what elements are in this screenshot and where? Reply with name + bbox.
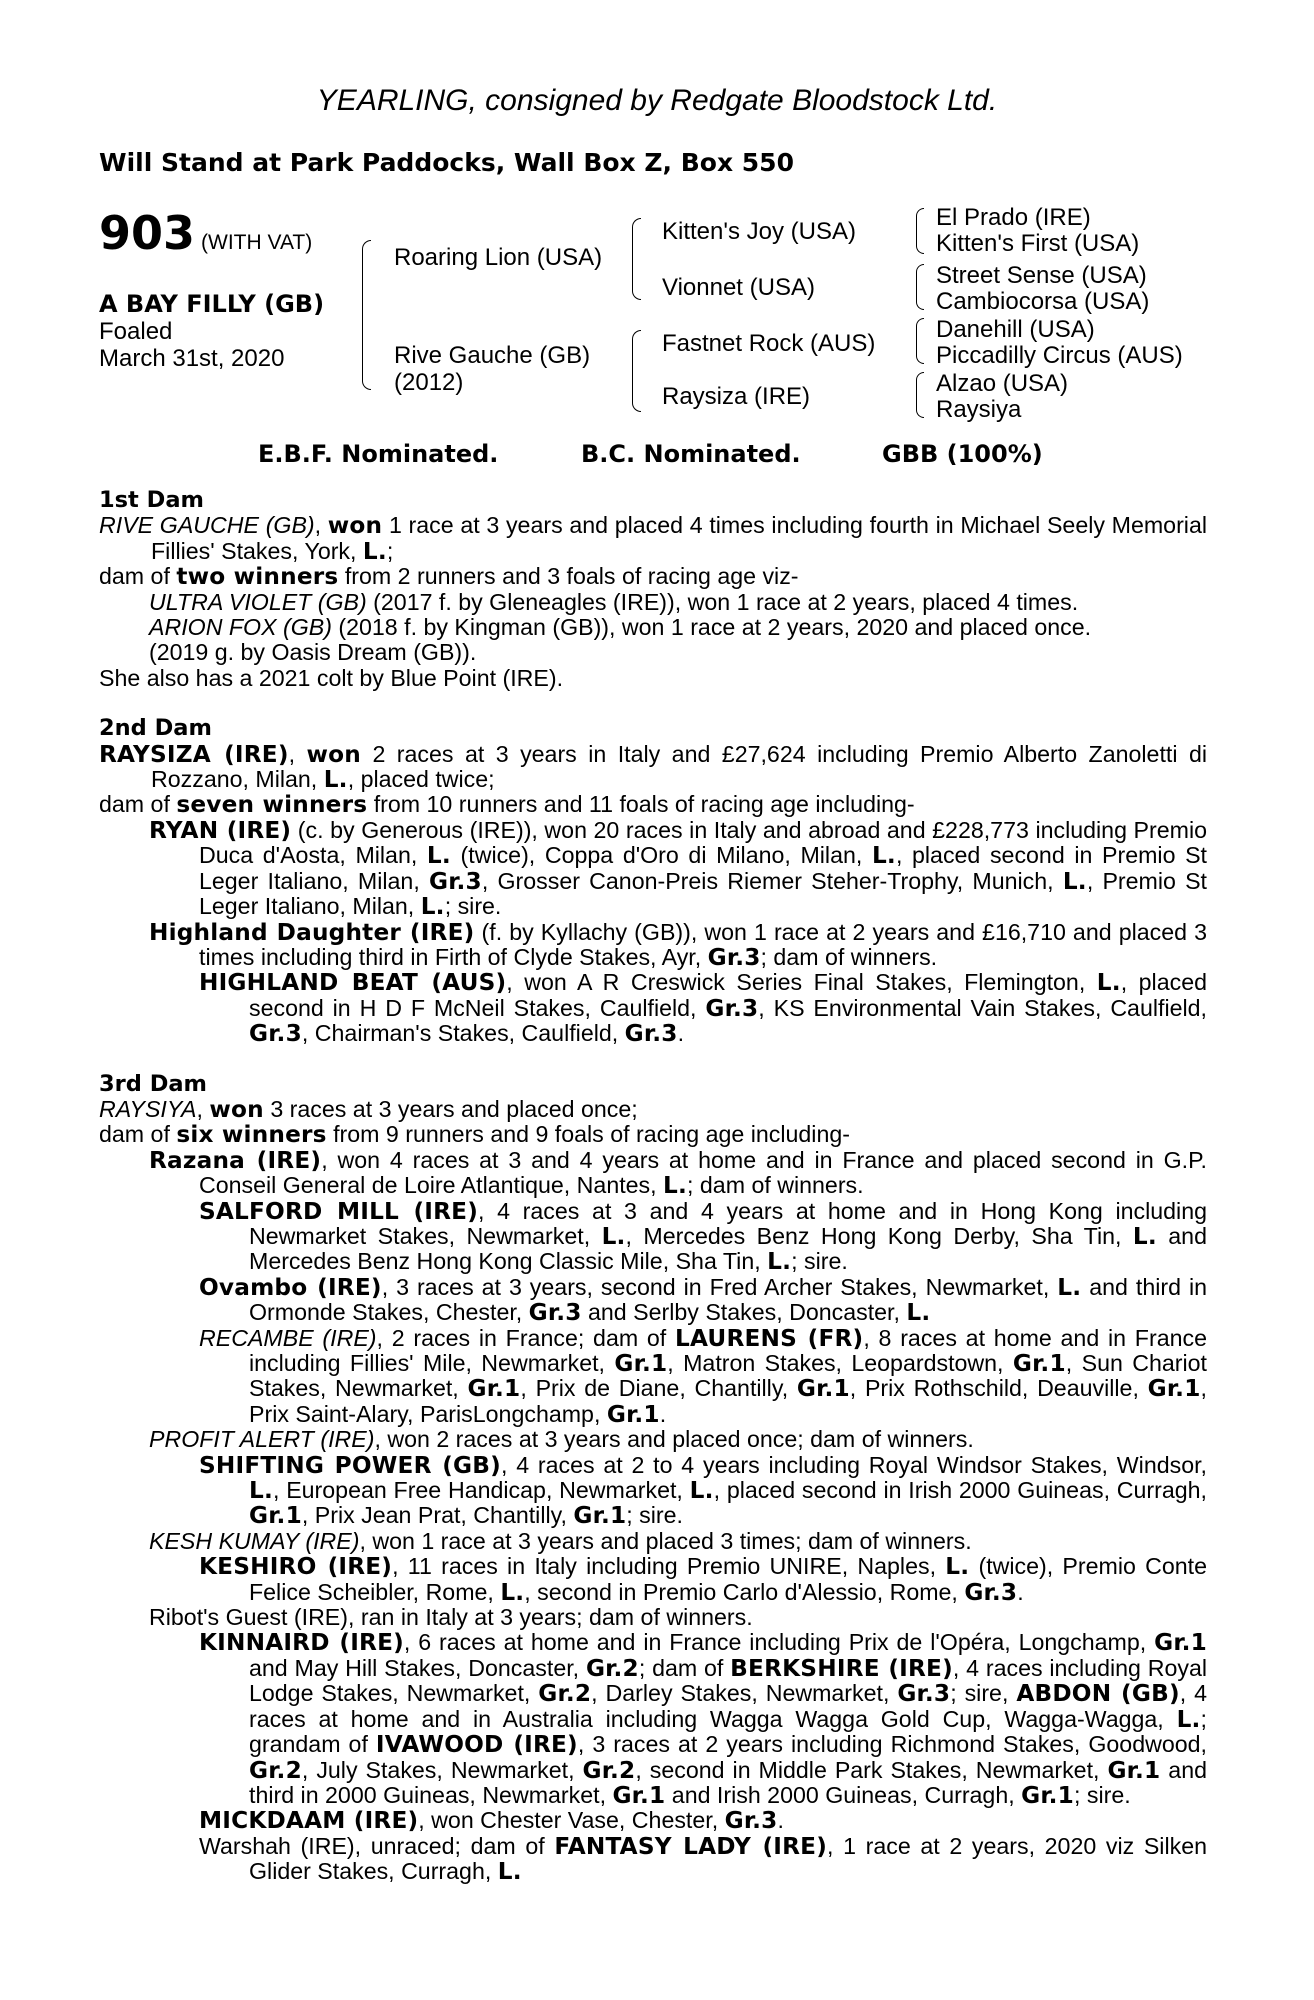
third-dam-produce-summary: dam of six winners from 9 runners and 9 foals of racing age including- <box>99 1121 850 1149</box>
lot-number: 903 <box>99 206 196 260</box>
gbb-rating: GBB (100%) <box>882 440 1043 468</box>
grandprogeny-entry: RECAMBE (IRE), 2 races in France; dam of LAURENS (FR), 8 races at home and in France including Fillies' Mile, Newmarket, Gr.1, Matron Stakes, Leopardstown, Gr.1, Sun Chariot Stakes, Newmarket, Gr.1, Prix de Diane, Chantilly, Gr.1, Prix Rothschild, Deauville, Gr.1, Prix Saint-Alary, ParisLongchamp, Gr.1. <box>199 1324 1207 1428</box>
pedigree-ss-sire: El Prado (IRE) <box>936 204 1091 231</box>
produce-name: Highland Daughter (IRE) <box>149 918 475 946</box>
winners-count: seven winners <box>176 791 368 819</box>
pedigree-dd-dam: Raysiya <box>936 396 1022 423</box>
produce-name: HIGHLAND BEAT (AUS) <box>199 969 507 997</box>
won-label: won <box>306 740 362 768</box>
produce-entry: Razana (IRE), won 4 races at 3 and 4 years at home and in France and placed second in G.P. Conseil General de Loire Atlantique, Nantes, L.; dam of winners. <box>149 1146 1207 1200</box>
produce-entry: KESH KUMAY (IRE), won 1 race at 3 years and placed 3 times; dam of winners. <box>149 1527 972 1554</box>
consignment-line: YEARLING, consigned by Redgate Bloodstock Ltd. <box>316 84 998 117</box>
grandprogeny-entry: MICKDAAM (IRE), won Chester Vase, Chester, Gr.3. <box>199 1807 784 1835</box>
second-dam-produce-summary: dam of seven winners from 10 runners and 11 foals of racing age including- <box>99 791 915 819</box>
produce-entry: Ribot's Guest (IRE), ran in Italy at 3 years; dam of winners. <box>149 1604 753 1631</box>
produce-name: MICKDAAM (IRE) <box>199 1807 419 1835</box>
produce-name: LAURENS (FR) <box>675 1324 864 1352</box>
pedigree-brace-ds <box>916 318 924 364</box>
pedigree-dam-sire: Fastnet Rock (AUS) <box>662 330 876 357</box>
produce-name: RYAN (IRE) <box>149 816 292 844</box>
produce-name: SALFORD MILL (IRE) <box>199 1197 479 1225</box>
produce-entry: (2019 g. by Oasis Dream (GB)). <box>149 639 477 666</box>
pedigree-dam-dam: Raysiza (IRE) <box>662 383 811 410</box>
third-dam-record: RAYSIYA, won 3 races at 3 years and placed once; <box>99 1095 638 1123</box>
produce-name: KINNAIRD (IRE) <box>199 1629 404 1657</box>
produce-entry: ULTRA VIOLET (GB) (2017 f. by Gleneagles (IRE)), won 1 race at 2 years, placed 4 times. <box>149 588 1079 615</box>
ebf-nomination: E.B.F. Nominated. <box>258 440 499 468</box>
foaled-block <box>99 318 284 372</box>
foaled-label: Foaled <box>99 318 173 345</box>
pedigree-brace-sd <box>916 264 924 310</box>
pedigree-brace-ss <box>916 208 924 254</box>
produce-name: ABDON (GB) <box>1016 1680 1180 1708</box>
foaled-date: March 31st, 2020 <box>99 345 285 372</box>
pedigree-brace-dam <box>632 330 641 412</box>
produce-name: IVAWOOD (IRE) <box>375 1731 578 1759</box>
dam-name: RIVE GAUCHE (GB) <box>99 512 315 539</box>
winners-count: two winners <box>176 563 339 591</box>
pedigree-ds-sire: Danehill (USA) <box>936 316 1095 343</box>
pedigree-brace-dd <box>916 372 924 418</box>
produce-entry: RYAN (IRE) (c. by Generous (IRE)), won 20 races in Italy and abroad and £228,773 including Premio Duca d'Aosta, Milan, L. (twice), Coppa d'Oro di Milano, Milan, L., placed second in Premio St Leger Italiano, Milan, Gr.3, Grosser Canon-Preis Riemer Steher-Trophy, Munich, L., Premio St Leger Italiano, Milan, L.; sire. <box>149 816 1208 921</box>
pedigree-ss-dam: Kitten's First (USA) <box>936 230 1140 257</box>
dam-name: RAYSIYA <box>99 1095 197 1122</box>
pedigree-sire-dam: Vionnet (USA) <box>662 274 815 301</box>
produce-entry: Highland Daughter (IRE) (f. by Kyllachy (GB)), won 1 race at 2 years and £16,710 and placed 3 times including third in Firth of Clyde Stakes, Ayr, Gr.3; dam of winners. <box>149 918 1207 971</box>
produce-name: RECAMBE (IRE) <box>199 1324 377 1351</box>
pedigree-dd-sire: Alzao (USA) <box>936 370 1069 397</box>
pedigree-ds-dam: Piccadilly Circus (AUS) <box>936 342 1183 369</box>
produce-name: BERKSHIRE (IRE) <box>730 1654 953 1682</box>
pedigree-sd-sire: Street Sense (USA) <box>936 262 1147 289</box>
dam-name: RAYSIZA (IRE) <box>99 740 289 768</box>
pedigree-sire-sire: Kitten's Joy (USA) <box>662 218 856 245</box>
horse-name: A BAY FILLY (GB) <box>99 290 325 318</box>
first-dam-record: RIVE GAUCHE (GB), won 1 race at 3 years and placed 4 times including fourth in Michael Seely Memorial Fillies' Stakes, York, L.; <box>99 512 1207 565</box>
catalogue-text <box>99 488 1207 1885</box>
produce-name: KESHIRO (IRE) <box>199 1553 393 1581</box>
produce-name: KESH KUMAY (IRE) <box>149 1527 360 1554</box>
produce-name: Ovambo (IRE) <box>199 1273 382 1301</box>
produce-entry: ARION FOX (GB) (2018 f. by Kingman (GB)), won 1 race at 2 years, 2020 and placed once. <box>149 614 1092 641</box>
produce-name: ARION FOX (GB) <box>149 614 332 641</box>
pedigree-dam-year: (2012) <box>394 369 464 396</box>
pedigree-dam <box>394 342 590 396</box>
grandprogeny-entry: HIGHLAND BEAT (AUS), won A R Creswick Series Final Stakes, Flemington, L., placed second in H D F McNeil Stakes, Caulfield, Gr.3, KS Environmental Vain Stakes, Caulfield, Gr.3, Chairman's Stakes, Caulfield, Gr.3. <box>199 969 1207 1048</box>
produce-name: PROFIT ALERT (IRE) <box>149 1426 375 1453</box>
second-dam-record: RAYSIZA (IRE), won 2 races at 3 years in Italy and £27,624 including Premio Alberto Zanoletti di Rozzano, Milan, L., placed twice; <box>99 740 1207 794</box>
pedigree-dam-name: Rive Gauche (GB) <box>394 342 591 369</box>
lot-number-block <box>99 206 312 260</box>
pedigree-brace-main <box>362 240 371 390</box>
produce-name: FANTASY LADY (IRE) <box>554 1832 828 1860</box>
produce-entry: PROFIT ALERT (IRE), won 2 races at 3 years and placed once; dam of winners. <box>149 1426 974 1453</box>
first-dam-heading: 1st Dam <box>99 487 204 513</box>
grandprogeny-entry: KESHIRO (IRE), 11 races in Italy including Premio UNIRE, Naples, L. (twice), Premio Conte Felice Scheibler, Rome, L., second in Premio Carlo d'Alessio, Rome, Gr.3. <box>199 1553 1207 1606</box>
produce-name: ULTRA VIOLET (GB) <box>149 588 367 615</box>
vat-note: (WITH VAT) <box>201 231 313 254</box>
bc-nomination: B.C. Nominated. <box>581 440 801 468</box>
third-dam-heading: 3rd Dam <box>99 1070 207 1097</box>
grandprogeny-entry: KINNAIRD (IRE), 6 races at home and in France including Prix de l'Opéra, Longchamp, Gr.1 and May Hill Stakes, Doncaster, Gr.2; dam of BERKSHIRE (IRE), 4 races including Royal Lodge Stakes, Newmarket, Gr.2, Darley Stakes, Newmarket, Gr.3; sire, ABDON (GB), 4 races at home and in Australia including Wagga Wagga Gold Cup, Wagga-Wagga, L.; grandam of IVAWOOD (IRE), 3 races at 2 years including Richmond Stakes, Goodwood, Gr.2, July Stakes, Newmarket, Gr.2, second in Middle Park Stakes, Newmarket, Gr.1 and third in 2000 Guineas, Newmarket, Gr.1 and Irish 2000 Guineas, Curragh, Gr.1; sire. <box>199 1629 1208 1809</box>
grandprogeny-entry: Warshah (IRE), unraced; dam of FANTASY LADY (IRE), 1 race at 2 years, 2020 viz Silken Glider Stakes, Curragh, L. <box>199 1832 1208 1886</box>
grandprogeny-entry: Ovambo (IRE), 3 races at 3 years, second in Fred Archer Stakes, Newmarket, L. and third in Ormonde Stakes, Chester, Gr.3 and Serlby Stakes, Doncaster, L. <box>199 1273 1207 1327</box>
won-label: won <box>327 512 383 540</box>
second-dam-heading: 2nd Dam <box>99 715 212 742</box>
pedigree-sire: Roaring Lion (USA) <box>394 244 603 271</box>
grandprogeny-entry: SALFORD MILL (IRE), 4 races at 3 and 4 years at home and in Hong Kong including Newmarket Stakes, Newmarket, L., Mercedes Benz Hong Kong Derby, Sha Tin, L. and Mercedes Benz Hong Kong Classic Mile, Sha Tin, L.; sire. <box>199 1197 1208 1276</box>
won-label: won <box>209 1095 264 1123</box>
produce-note: She also has a 2021 colt by Blue Point (IRE). <box>99 664 564 691</box>
pedigree-brace-sire <box>632 218 641 300</box>
winners-count: six winners <box>176 1121 327 1149</box>
first-dam-produce-summary: dam of two winners from 2 runners and 3 foals of racing age viz- <box>99 563 799 591</box>
pedigree-sd-dam: Cambiocorsa (USA) <box>936 288 1150 315</box>
produce-name: SHIFTING POWER (GB) <box>199 1451 501 1479</box>
stand-location: Will Stand at Park Paddocks, Wall Box Z, Box 550 <box>99 148 794 177</box>
grandprogeny-entry: SHIFTING POWER (GB), 4 races at 2 to 4 years including Royal Windsor Stakes, Windsor, L., European Free Handicap, Newmarket, L., placed second in Irish 2000 Guineas, Curragh, Gr.1, Prix Jean Prat, Chantilly, Gr.1; sire. <box>199 1451 1207 1530</box>
produce-name: Razana (IRE) <box>149 1146 322 1174</box>
